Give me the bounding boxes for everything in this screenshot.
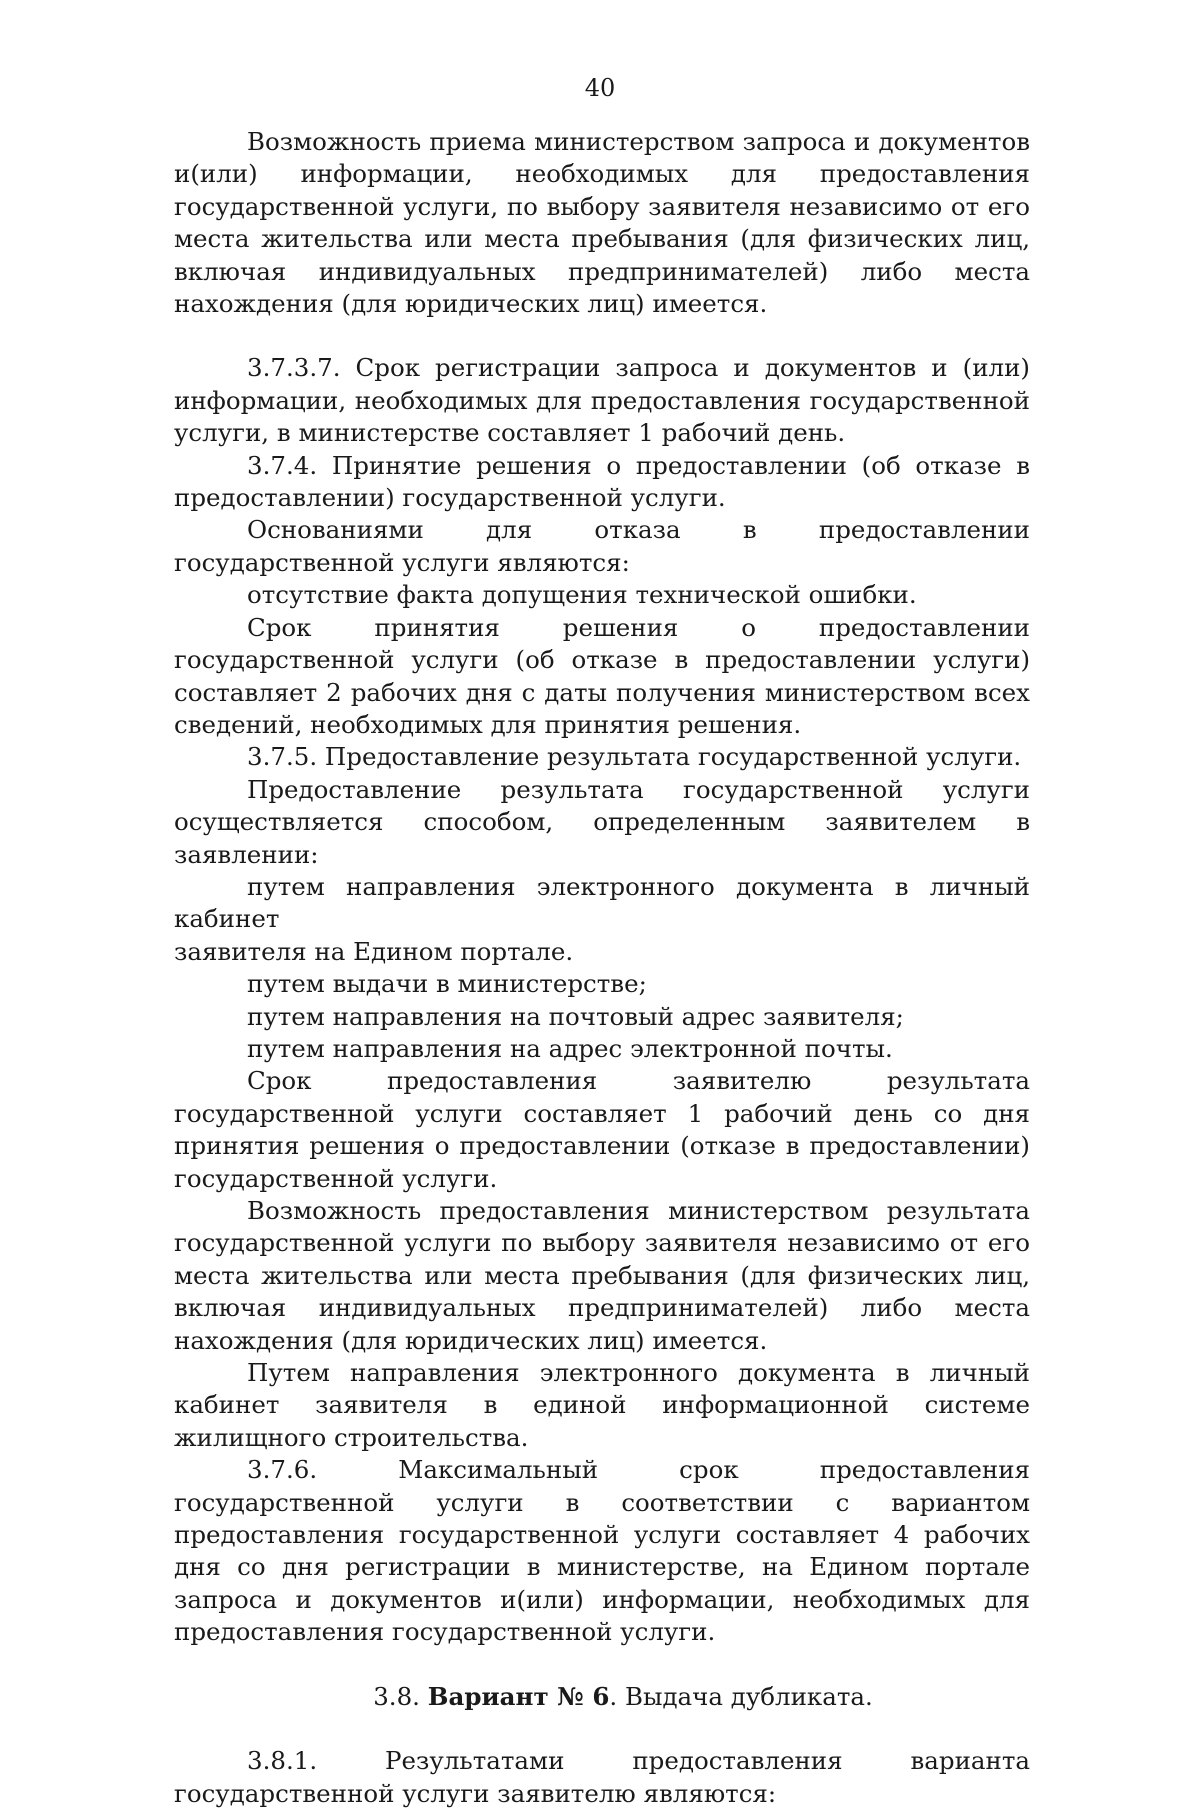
paragraph: Предоставление результата государственной услуги осуществляется способом, определенным заявителем в заявлении: [174,774,1030,869]
paragraph: Путем направления электронного документа в личный кабинет заявителя в единой информационной системе жилищного строительства. [174,1358,1030,1452]
paragraph: Срок принятия решения о предоставлении государственной услуги (об отказе в предоставлении услуги) составляет 2 рабочих дня с даты получения министерством всех сведений, необходимых для принятия решения. [174,612,1030,739]
section-number: 3.8. [373,1681,420,1711]
paragraph: Основаниями для отказа в предоставлении государственной услуги являются: [174,515,1030,577]
paragraph: 3.7.5. Предоставление результата государственной услуги. [247,742,1022,772]
paragraph: путем направления электронного документа в личный кабинет [174,871,1030,934]
paragraph: заявителя на Едином портале. [174,936,574,966]
paragraph-gap [174,1649,1030,1681]
section-title-rest: . Выдача дубликата. [609,1681,873,1711]
paragraph: Срок предоставления заявителю результата государственной услуги составляет 1 рабочий день со дня принятия решения о предоставлении (отказе в предоставлении) государственной услуги. [174,1066,1030,1193]
paragraph-gap [174,320,1030,352]
paragraph: путем направления на адрес электронной почты. [247,1033,893,1063]
paragraph: 3.7.3.7. Срок регистрации запроса и документов и (или) информации, необходимых для предоставления государственной услуги, в министерстве составляет 1 рабочий день. [174,353,1030,448]
paragraph: 3.7.6. Максимальный срок предоставления государственной услуги в соответствии с вариантом предоставления государственной услуги составляет 4 рабочих дня со дня регистрации в министерстве, на Едином портале запроса и документов и(или) информации, необходимых для предоставления государственной услуги. [174,1455,1030,1647]
paragraph: 3.7.4. Принятие решения о предоставлении (об отказе в предоставлении) государственной услуги. [174,450,1030,513]
paragraph: Возможность приема министерством запроса и документов и(или) информации, необходимых для предоставления государственной услуги, по выбору заявителя независимо от его места жительства или места пребывания (для физических лиц, включая индивидуальных предпринимателей) либо места нахождения (для юридических лиц) имеется. [174,127,1030,319]
paragraph: Возможность предоставления министерством результата государственной услуги по выбору заявителя независимо от его места жительства или места пребывания (для физических лиц, включая индивидуальных предпринимателей) либо места нахождения (для юридических лиц) имеется. [174,1196,1030,1355]
page-number: 40 [584,74,616,102]
paragraph-gap [174,1713,1030,1745]
paragraph: отсутствие факта допущения технической ошибки. [247,580,917,610]
section-heading [174,1681,1030,1713]
document-body [174,126,1030,1810]
section-variant-title: Вариант № 6 [427,1681,610,1711]
paragraph: путем направления на почтовый адрес заявителя; [247,1001,904,1031]
paragraph: путем выдачи в министерстве; [247,969,647,999]
paragraph: 3.8.1. Результатами предоставления варианта государственной услуги заявителю являются: [174,1746,1030,1808]
